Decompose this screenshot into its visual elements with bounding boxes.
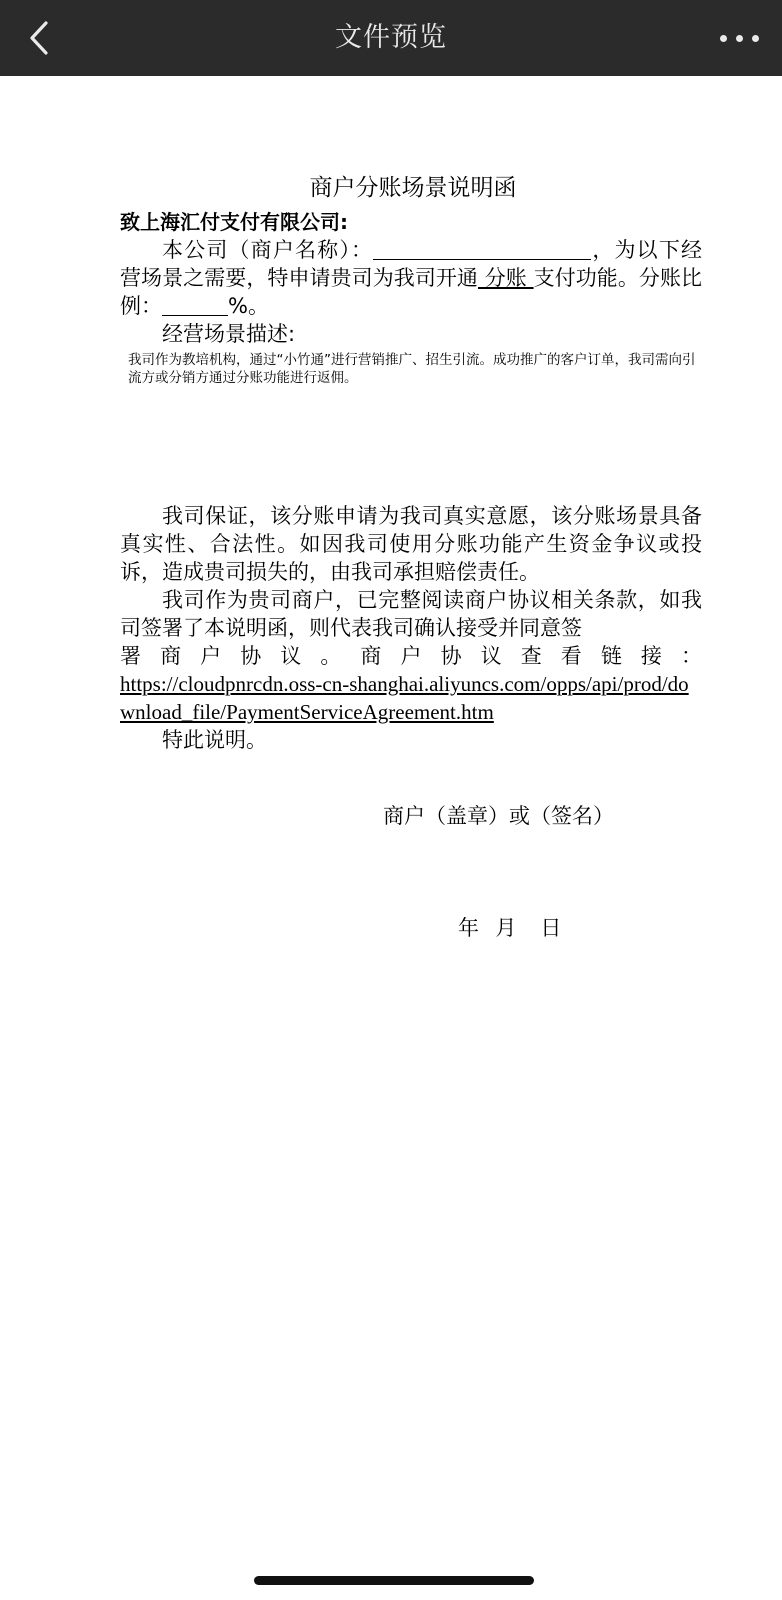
document-body	[120, 168, 702, 754]
top-nav-bar	[0, 0, 782, 76]
agreement-link[interactable]: https://cloudpnrcdn.oss-cn-shanghai.aliyuncs.com/opps/api/prod/download_file/PaymentServiceAgreement.htm	[120, 672, 689, 724]
application-paragraph	[120, 236, 702, 320]
document-title: 商户分账场景说明函	[309, 175, 517, 201]
agreement-link-label: 署商户协议。商户协议查看链接：	[120, 644, 702, 668]
guarantee-paragraph: 我司保证，该分账申请为我司真实意愿，该分账场景具备真实性、合法性。如因我司使用分账功能产生资金争议或投诉，造成贵司损失的，由我司承担赔偿责任。	[120, 504, 702, 584]
ratio-blank	[162, 294, 228, 316]
scene-label: 经营场景描述:	[162, 322, 296, 346]
closing-text: 特此说明。	[162, 728, 267, 752]
ratio-suffix: %。	[228, 294, 269, 318]
agreement-paragraph: 我司作为贵司商户，已完整阅读商户协议相关条款，如我司签署了本说明函，则代表我司确认接受并同意签	[120, 588, 702, 640]
scene-description: 我司作为教培机构，通过“小竹通”进行营销推广、招生引流。成功推广的客户订单，我司需向引流方或分销方通过分账功能进行返佣。	[128, 352, 696, 386]
page-title: 文件预览	[335, 22, 447, 53]
home-indicator[interactable]	[254, 1576, 534, 1585]
addressee: 致上海汇付支付有限公司:	[120, 210, 348, 234]
service-name: 分账	[478, 266, 534, 290]
ratio-label: 支付功能。分账比例：	[120, 266, 703, 318]
signature-line: 商户（盖章）或（签名）	[383, 804, 614, 828]
application-text: ，为以下经营场景之需要，特申请贵司为我司开通	[120, 238, 703, 290]
merchant-name-label: 本公司（商户名称）：	[162, 238, 374, 262]
more-horizontal-icon[interactable]	[718, 18, 762, 58]
date-line: 年 月 日	[458, 916, 563, 940]
merchant-name-blank	[373, 238, 591, 260]
